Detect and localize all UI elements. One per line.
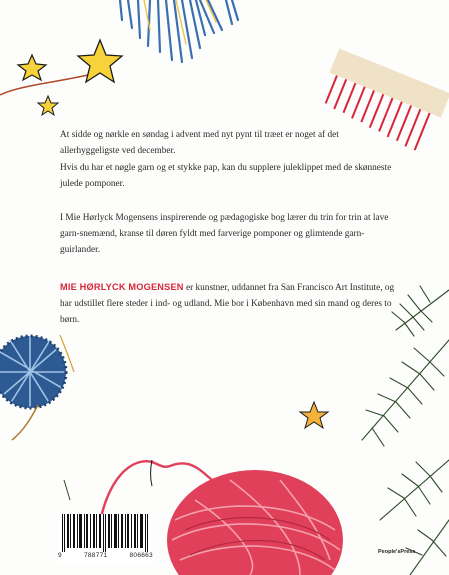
top-pompom-rays [120,0,238,62]
intro-paragraph-2 [60,160,400,192]
description-paragraph [60,210,400,259]
isbn-number [58,552,153,559]
top-pompom-yellow-rays [144,0,216,44]
intro-line-2: Hvis du har et nøgle garn og et stykke pap, kan du supplere juleklippet med de skønneste julede pomponer. [60,163,392,190]
intro-paragraph [60,127,400,159]
author-name: MIE HØRLYCK MOGENSEN [60,282,184,292]
isbn-group-1: 788771 [83,552,108,559]
barcode-bars [58,514,153,552]
author-paragraph [60,279,400,329]
description-text: I Mie Hørlyck Mogensens inspirerende og pædagogiske bog lærer du trin for trin at lave garn-snemænd, kranse til døren fyldt med farverige pomponer og glimtende garn-guirlander. [60,213,389,256]
isbn-group-2: 806663 [129,552,153,559]
isbn-prefix: 9 [58,552,62,559]
pink-yarn-ball [167,470,343,575]
author-bio: er kunstner, uddannet fra San Francisco Art Institute, og har udstillet flere steder i ind- og udland. Mie bor i København med sin mand og deres to børn. [60,283,395,326]
pine-branch [362,286,449,575]
star-icon [18,55,46,80]
star-icon [38,96,58,115]
yarn-string-pompom [12,405,38,440]
blue-pompom [0,336,66,408]
yarn-string-top [0,74,92,95]
publisher-logo: People'sPress [378,549,416,555]
star-icon [300,402,328,428]
intro-line-1: At sidde og nørkle en søndag i advent med nyt pynt til træet er noget af det allerhyggeligste ved december. [60,130,339,157]
